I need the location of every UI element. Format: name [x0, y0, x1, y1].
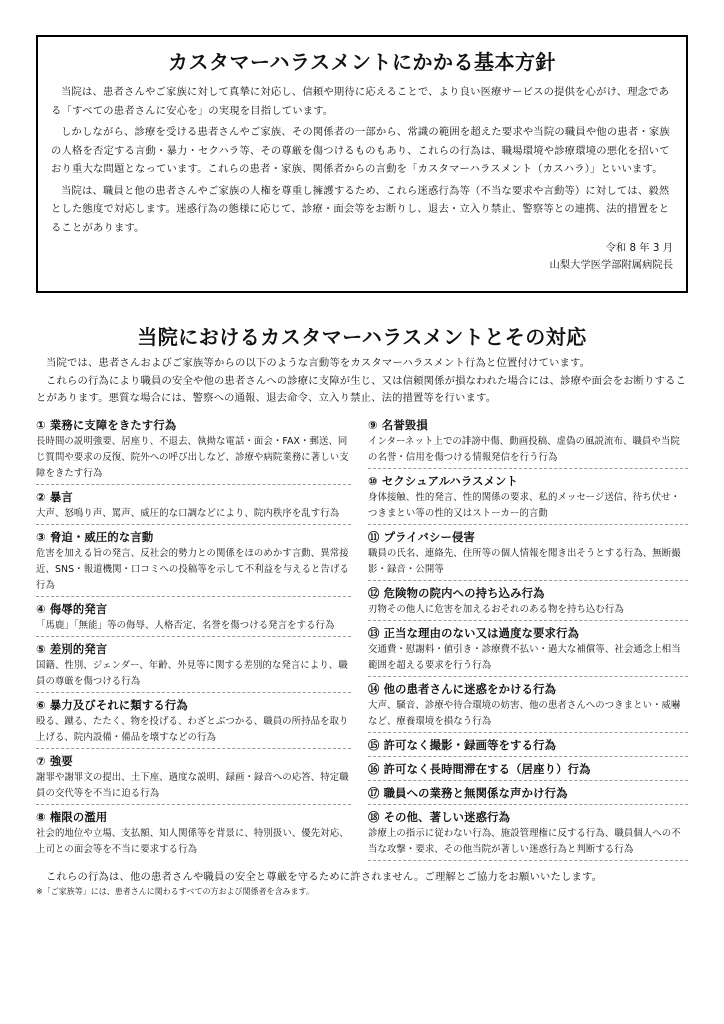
policy-paragraph: 当院は、職員と他の患者さんやご家族の人権を尊重し擁護するため、これら迷惑行為等（不当な要求や言動等）に対しては、毅然とした態度で対応します。迷惑行為の態様に応じて、診療・面会等をお断りし、退去・立入り禁止、警察等との連携、法的措置をとることがあります。 — [51, 184, 670, 234]
item-title: ⑩ セクシュアルハラスメント — [368, 475, 519, 488]
right-column — [368, 417, 688, 865]
policy-paragraph: しかしながら、診療を受ける患者さんやご家族、その関係者の一部から、常識の範囲を超えた要求や当院の職員や他の患者・家族の人格を否定する言動・暴力・セクハラ等、その尊厳を傷つけるものもあり、これらの行為は、職場環境や診療環境の悪化を招いており重大な問題となっています。これらの患者・家族、関係者からの言動を「カスタマーハラスメント（カスハラ）」といいます。 — [51, 126, 670, 175]
policy-paragraph: 当院は、患者さんやご家族に対して真摯に対応し、信頼や期待に応えることで、より良い医療サービスの提供を心がけ、理念である「すべての患者さんに安心を」の実現を目指しています。 — [51, 86, 670, 117]
item-title: ⑯ 許可なく長時間滞在する（居座り）行為 — [368, 763, 591, 776]
list-item — [36, 489, 351, 525]
list-item — [368, 529, 688, 581]
list-item — [368, 737, 688, 757]
list-item — [368, 761, 688, 781]
response-title: 当院におけるカスタマーハラスメントとその対応 — [137, 325, 587, 349]
item-desc: 交通費・慰謝料・値引き・診療費不払い・過大な補償等、社会通念上相当範囲を超える要求を行う行為 — [368, 644, 681, 671]
intro-paragraph: 当院では、患者さんおよびご家族等からの以下のような言動等をカスタマーハラスメント行為と位置付けています。 — [46, 357, 591, 369]
item-desc: 国籍、性別、ジェンダー、年齢、外見等に関する差別的な発言により、職員の尊厳を傷つける行為 — [36, 660, 348, 687]
item-title: ⑭ 他の患者さんに迷惑をかける行為 — [368, 683, 557, 696]
item-desc: 社会的地位や立場、支払額、知人関係等を背景に、特別扱い、優先対応、上司との面会等を不当に要求する行為 — [36, 828, 349, 855]
list-item — [368, 585, 688, 621]
item-desc: 大声、騒音、診療や待合環境の妨害、他の患者さんへのつきまとい・威嚇など、療養環境を損なう行為 — [368, 700, 681, 727]
item-title: ② 暴言 — [36, 491, 73, 504]
item-title: ⑮ 許可なく撮影・録画等をする行為 — [368, 739, 557, 752]
list-item — [368, 417, 688, 469]
policy-title: カスタマーハラスメントにかかる基本方針 — [168, 50, 556, 74]
closing-text: これらの行為は、他の患者さんや職員の安全と尊厳を守るために許されません。ご理解とご協力をお願いいたします。 — [46, 871, 603, 883]
item-title: ⑰ 職員への業務と無関係な声かけ行為 — [368, 787, 568, 800]
item-desc: 刃物その他人に危害を加えるおそれのある物を持ち込む行為 — [368, 604, 624, 615]
item-title: ③ 脅迫・威圧的な言動 — [36, 531, 154, 544]
policy-date: 令和 8 年 3 月 — [605, 242, 673, 254]
list-item — [368, 625, 688, 677]
item-title: ⑧ 権限の濫用 — [36, 811, 108, 824]
list-item — [36, 753, 351, 805]
item-title: ④ 侮辱的発言 — [36, 603, 108, 616]
footnote: ※「ご家族等」には、患者さんに関わるすべての方および関係者を含みます。 — [36, 887, 314, 896]
list-item — [36, 529, 351, 597]
response-intro — [36, 355, 688, 408]
item-desc: 危害を加える旨の発言、反社会的勢力との関係をほのめかす言動、異常接近、SNS・報道機関・口コミへの投稿等を示して不利益を与えると告げる行為 — [36, 548, 349, 591]
list-item — [368, 681, 688, 733]
list-item — [36, 601, 351, 637]
list-item — [368, 785, 688, 805]
item-desc: インターネット上での誹謗中傷、動画投稿、虚偽の風説流布、職員や当院の名誉・信用を傷つける情報発信を行う行為 — [368, 436, 680, 463]
item-title: ⑬ 正当な理由のない又は過度な要求行為 — [368, 627, 580, 640]
item-title: ⑨ 名誉毀損 — [368, 419, 428, 432]
item-title: ⑤ 差別的発言 — [36, 643, 108, 656]
item-desc: 職員の氏名、連絡先、住所等の個人情報を聞き出そうとする行為、無断撮影・録音・公開等 — [368, 548, 681, 575]
left-column — [36, 417, 351, 864]
list-item — [368, 809, 688, 861]
item-title: ⑪ プライバシー侵害 — [368, 531, 476, 544]
item-desc: 謝罪や謝罪文の提出、土下座、過度な説明、録画・録音への応答、特定職員の交代等を不当に迫る行為 — [36, 772, 349, 799]
item-title: ⑱ その他、著しい迷惑行為 — [368, 811, 511, 824]
policy-signature: 山梨大学医学部附属病院長 — [549, 259, 673, 271]
item-desc: 殴る、蹴る、たたく、物を投げる、わざとぶつかる、職員の所持品を取り上げる、院内設備・備品を壊すなどの行為 — [36, 716, 349, 743]
item-title: ⑫ 危険物の院内への持ち込み行為 — [368, 587, 545, 600]
list-item — [36, 809, 351, 860]
item-desc: 診療上の指示に従わない行為、施設管理権に反する行為、職員個人への不当な攻撃・要求、その他当院が著しい迷惑行為と判断する行為 — [368, 828, 681, 855]
item-title: ⑦ 強要 — [36, 755, 73, 768]
item-title: ⑥ 暴力及びそれに類する行為 — [36, 699, 188, 712]
policy-box — [36, 35, 688, 293]
intro-paragraph: これらの行為により職員の安全や他の患者さんへの診療に支障が生じ、又は信頼関係が損なわれた場合には、診療や面会をお断りすることがあります。悪質な場合には、警察への通報、退去命令、立入り禁止、法的措置等を行います。 — [36, 374, 687, 404]
list-item — [368, 473, 688, 525]
item-desc: 「馬鹿」「無能」等の侮辱、人格否定、名誉を傷つける発言をする行為 — [36, 620, 335, 631]
item-desc: 身体接触、性的発言、性的関係の要求、私的メッセージ送信、待ち伏せ・つきまとい等の性的又はストーカー的言動 — [368, 492, 681, 519]
list-item — [36, 697, 351, 749]
item-desc: 大声、怒鳴り声、罵声、威圧的な口調などにより、院内秩序を乱す行為 — [36, 508, 340, 519]
item-desc: 長時間の説明強要、居座り、不退去、執拗な電話・面会・FAX・郵送、同じ質問や要求の反復、院外への呼び出しなど、診療や病院業務に著しい支障をきたす行為 — [36, 436, 349, 479]
item-title: ① 業務に支障をきたす行為 — [36, 419, 177, 432]
list-item — [36, 641, 351, 693]
policy-signature-block — [51, 240, 673, 274]
list-item — [36, 417, 351, 485]
